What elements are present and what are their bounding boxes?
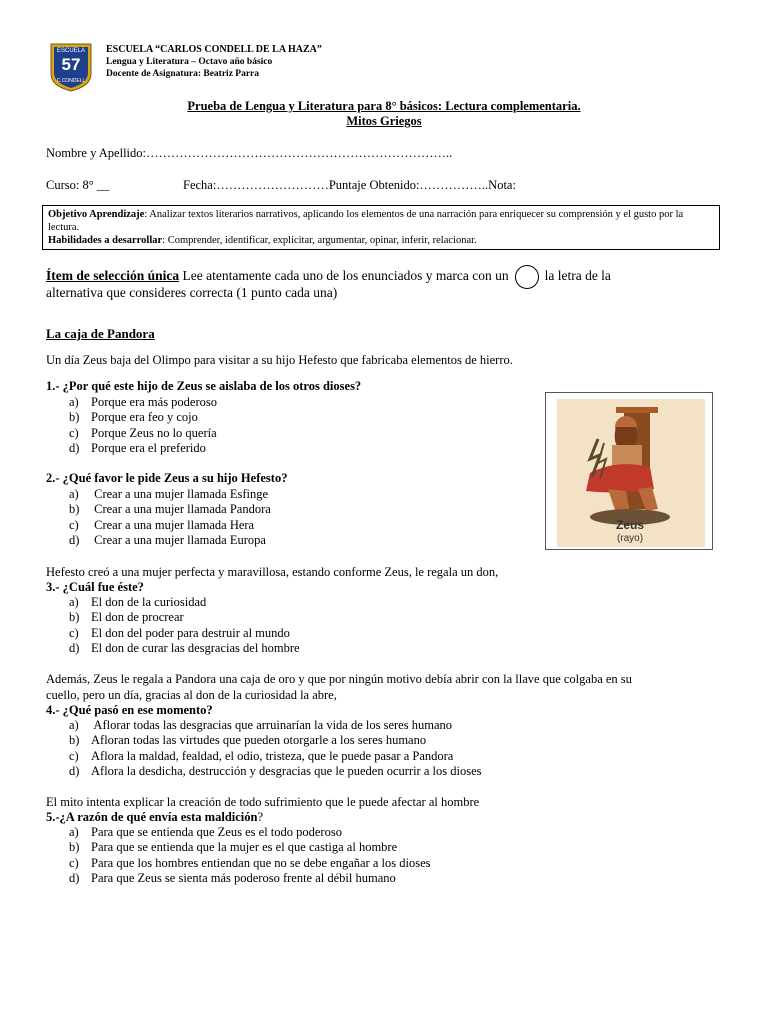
question-text: ¿Cuál fue éste?	[62, 580, 144, 594]
option-a[interactable]: a) Para que se entienda que Zeus es el todo poderoso	[69, 825, 342, 839]
test-title: Prueba de Lengua y Literatura para 8° básicos: Lectura complementaria.	[187, 99, 581, 113]
question-text: ¿Qué favor le pide Zeus a su hijo Hefesto?	[62, 471, 288, 485]
question-4-options	[69, 718, 482, 779]
narrative-paragraph-5: El mito intenta explicar la creación de todo sufrimiento que le puede afectar al hombre	[46, 795, 480, 809]
option-d[interactable]: d) Crear a una mujer llamada Europa	[69, 532, 266, 547]
objective-text	[48, 208, 714, 234]
question-3-options	[69, 595, 300, 656]
question-text: ¿Por qué este hijo de Zeus se aislaba de los otros dioses?	[62, 379, 362, 393]
school-logo	[48, 42, 94, 92]
test-subtitle: Mitos Griegos	[346, 114, 422, 128]
option-a[interactable]: a) Porque era más poderoso	[69, 395, 218, 409]
teacher-line: Docente de Asignatura: Beatriz Parra	[106, 69, 260, 79]
question-1	[46, 379, 361, 394]
item-text-after: la letra de la	[544, 268, 611, 284]
question-number: 2.-	[46, 471, 63, 485]
question-text: ¿Qué pasó en ese momento?	[62, 703, 213, 717]
question-5-options	[69, 825, 430, 886]
objective-box	[42, 205, 720, 250]
item-label: Ítem de selección única	[46, 268, 180, 284]
question-mark: ?	[257, 810, 264, 824]
option-b[interactable]: b) Crear a una mujer llamada Pandora	[69, 502, 271, 517]
circle-icon	[515, 265, 539, 289]
section-intro: Un día Zeus baja del Olimpo para visitar a su hijo Hefesto que fabricaba elementos de hierro.	[46, 353, 513, 367]
course-field[interactable]: Curso: 8° __	[46, 178, 110, 192]
option-d[interactable]: d) Porque era el preferido	[69, 440, 206, 455]
option-d[interactable]: d) Aflora la desdicha, destrucción y desgracias que le pueden ocurrir a los dioses	[69, 763, 482, 778]
question-5	[46, 810, 263, 825]
item-text: Lee atentamente cada uno de los enunciados y marca con un	[179, 268, 509, 284]
narrative-paragraph-4a: Además, Zeus le regala a Pandora una caja de oro y que por ningún motivo debía abrir con la llave que colgaba en su	[46, 672, 632, 686]
option-b[interactable]: b) Para que se entienda que la mujer es el que castiga al hombre	[69, 840, 398, 855]
question-number: 5.-	[46, 810, 60, 824]
logo-bottom-text: C.CONDELL	[56, 78, 86, 84]
question-1-options	[69, 395, 217, 456]
option-c[interactable]: c) Crear a una mujer llamada Hera	[69, 517, 255, 532]
question-4	[46, 703, 213, 718]
option-c[interactable]: c) El don del poder para destruir al mundo	[69, 625, 290, 640]
date-score-field[interactable]: Fecha:………………………Puntaje Obtenido:……………..Nota:	[183, 178, 516, 192]
logo-number: 57	[61, 55, 81, 74]
question-2-options	[69, 487, 271, 548]
option-d[interactable]: d) Para que Zeus se sienta más poderoso frente al débil humano	[69, 870, 396, 885]
option-b[interactable]: b) Porque era feo y cojo	[69, 410, 198, 425]
objective-label: Objetivo Aprendizaje	[48, 209, 145, 220]
objective-description: : Analizar textos literarios narrativos, aplicando los elementos de una narración para enriquecer su comprensión y el gusto por la lectura.	[48, 209, 684, 233]
narrative-paragraph-3: Hefesto creó a una mujer perfecta y maravillosa, estando conforme Zeus, le regala un don,	[46, 565, 499, 579]
option-a[interactable]: a) Aflorar todas las desgracias que arruinarían la vida de los seres humano	[69, 718, 452, 732]
image-caption-name: Zeus	[615, 518, 645, 532]
option-a[interactable]: a) El don de la curiosidad	[69, 595, 207, 609]
skills-text	[48, 234, 714, 247]
question-text: ¿A razón de qué envía esta maldición	[59, 810, 258, 824]
skills-description: : Comprender, identificar, explicitar, argumentar, opinar, inferir, relacionar.	[162, 235, 477, 246]
option-a[interactable]: a) Crear a una mujer llamada Esfinge	[69, 487, 269, 501]
item-instructions-line2: alternativa que consideres correcta (1 punto cada una)	[46, 285, 338, 300]
question-number: 1.-	[46, 379, 63, 393]
narrative-paragraph-4b: cuello, pero un día, gracias al don de la curiosidad la abre,	[46, 688, 337, 702]
zeus-illustration	[545, 392, 713, 550]
option-b[interactable]: b) Afloran todas las virtudes que pueden otorgarle a los seres humano	[69, 733, 427, 748]
option-c[interactable]: c) Para que los hombres entiendan que no se debe engañar a los dioses	[69, 855, 431, 870]
image-caption-sub: (rayo)	[616, 533, 644, 544]
option-b[interactable]: b) El don de procrear	[69, 610, 184, 625]
question-3	[46, 580, 144, 595]
question-2	[46, 471, 287, 486]
section-title: La caja de Pandora	[46, 326, 155, 341]
option-c[interactable]: c) Porque Zeus no lo quería	[69, 425, 217, 440]
option-c[interactable]: c) Aflora la maldad, fealdad, el odio, tristeza, que le puede pasar a Pandora	[69, 748, 454, 763]
name-field[interactable]: Nombre y Apellido:………………………………………………………………..	[46, 146, 453, 160]
question-number: 3.-	[46, 580, 63, 594]
school-name: ESCUELA “CARLOS CONDELL DE LA HAZA”	[106, 44, 322, 55]
subject-line: Lengua y Literatura – Octavo año básico	[106, 57, 273, 67]
question-number: 4.-	[46, 703, 63, 717]
logo-top-text: ESCUELA	[56, 48, 86, 54]
option-d[interactable]: d) El don de curar las desgracias del hombre	[69, 640, 300, 655]
skills-label: Habilidades a desarrollar	[48, 235, 163, 246]
